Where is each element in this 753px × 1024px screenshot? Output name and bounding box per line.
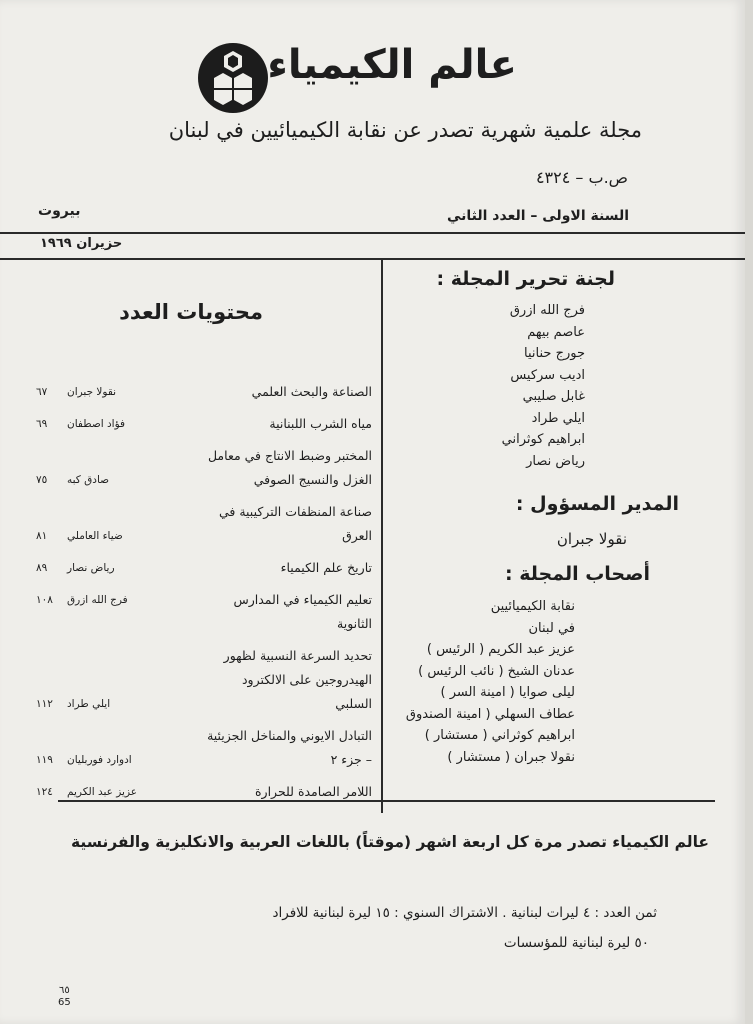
toc-title: صناعة المنظفات التركيبية في العرق	[218, 504, 372, 543]
list-item: فرج الله ازرق	[509, 303, 585, 318]
magazine-title: عالم الكيمياء	[267, 42, 517, 88]
list-item: نقولا جبران ( مستشار )	[447, 749, 575, 765]
list-item: عزيز عبد الكريم ( الرئيس )	[426, 642, 575, 657]
toc-page: ١٢٤	[36, 786, 53, 798]
toc-entry	[36, 644, 372, 716]
list-item: ليلى صوايا ( امينة السر )	[440, 685, 575, 700]
toc-title: اللامر الصامدة للحرارة	[255, 784, 372, 799]
list-item: في لبنان	[528, 620, 575, 636]
toc-title: مياه الشرب اللبنانية	[269, 416, 372, 431]
list-item: عطاف السهلي ( امينة الصندوق	[405, 706, 575, 722]
list-item: ابراهيم كوثراني ( مستشار )	[424, 728, 575, 743]
toc-title: الصناعة والبحث العلمي	[251, 384, 372, 399]
list-item: رياض نصار	[526, 453, 585, 469]
toc-title: المختبر وضبط الانتاج في معامل الغزل والنسيج الصوفي	[207, 448, 372, 487]
toc-page: ٧٥	[36, 474, 48, 486]
toc-page: ١١٩	[36, 754, 53, 766]
list-item: نقابة الكيميائيين	[490, 599, 575, 614]
manager-name: نقولا جبران	[556, 530, 627, 548]
page-number-arabic: ٦٥	[58, 985, 70, 996]
toc-author: ضياء العاملي	[67, 530, 123, 542]
institution-price: ٥٠ ليرة لبنانية للمؤسسات	[503, 935, 649, 951]
toc-page: ٨١	[36, 530, 48, 542]
toc-entry	[36, 724, 372, 772]
toc-entry	[36, 588, 372, 636]
list-item: عدنان الشيخ ( نائب الرئيس )	[418, 663, 575, 679]
magazine-subtitle: مجلة علمية شهرية تصدر عن نقابة الكيميائيين في لبنان	[168, 118, 642, 142]
toc-author: رياض نصار	[67, 562, 115, 574]
toc-author: ايلي طراد	[67, 698, 111, 710]
toc-author: عزيز عبد الكريم	[67, 786, 138, 798]
toc-author: ادوارد فوربليان	[67, 754, 132, 766]
toc-author: فؤاد اصطفان	[67, 418, 126, 430]
toc-title: تحديد السرعة النسبية لظهور الهيدروجين على الالكترود السلبي	[223, 648, 372, 711]
footer-rule	[58, 800, 715, 802]
toc-author: فرج الله ازرق	[67, 594, 128, 606]
header-rule	[0, 258, 745, 260]
year-issue-label: السنة الاولى – العدد الثاني	[446, 208, 629, 224]
list-item: ايلي طراد	[531, 410, 585, 426]
page-number-latin: 65	[58, 997, 71, 1008]
editorial-board-list	[502, 300, 585, 472]
owners-list	[406, 596, 575, 768]
toc-page: ١١٢	[36, 698, 53, 710]
contents-heading: محتويات العدد	[119, 300, 263, 324]
toc-entry	[36, 412, 372, 436]
toc-title: تاريخ علم الكيمياء	[280, 560, 372, 575]
toc-page: ١٠٨	[36, 594, 53, 606]
manager-heading: المدير المسؤول :	[515, 493, 679, 515]
toc-page: ٦٩	[36, 418, 48, 430]
toc-author: صادق كبه	[67, 474, 110, 486]
toc-entry	[36, 556, 372, 580]
toc-title: تعليم الكيمياء في المدارس الثانوية	[233, 592, 372, 631]
list-item: عاصم بيهم	[527, 324, 585, 340]
owners-heading: أصحاب المجلة :	[505, 563, 650, 585]
table-of-contents	[36, 380, 372, 812]
toc-entry	[36, 500, 372, 548]
publication-frequency: عالم الكيمياء تصدر مرة كل اربعة اشهر (موقتاً) باللغات العربية والانكليزية والفرنسية	[70, 833, 709, 851]
toc-title: التبادل الايوني والمناخل الجزيئية – جزء ٢	[207, 728, 372, 767]
po-box: ص.ب – ٤٣٢٤	[535, 168, 628, 187]
editorial-board-heading: لجنة تحرير المجلة :	[436, 268, 615, 290]
toc-author: نقولا جبران	[67, 386, 117, 398]
hexagon-flask-logo-icon	[197, 42, 269, 114]
column-divider	[381, 258, 383, 813]
issue-date: حزيران ١٩٦٩	[40, 236, 123, 251]
list-item: اديب سركيس	[510, 367, 585, 383]
list-item: غابل صليبي	[522, 389, 585, 404]
list-item: جورج حنانيا	[524, 346, 585, 361]
toc-page: ٨٩	[36, 562, 48, 574]
toc-page: ٦٧	[36, 386, 48, 398]
toc-entry	[36, 380, 372, 404]
toc-entry	[36, 444, 372, 492]
list-item: ابراهيم كوثراني	[501, 432, 585, 447]
page-number	[58, 985, 71, 1009]
city-label: بيروت	[38, 203, 81, 219]
top-rule	[0, 232, 745, 234]
price-line: ثمن العدد : ٤ ليرات لبنانية . الاشتراك السنوي : ١٥ ليرة لبنانية للافراد	[272, 905, 657, 921]
